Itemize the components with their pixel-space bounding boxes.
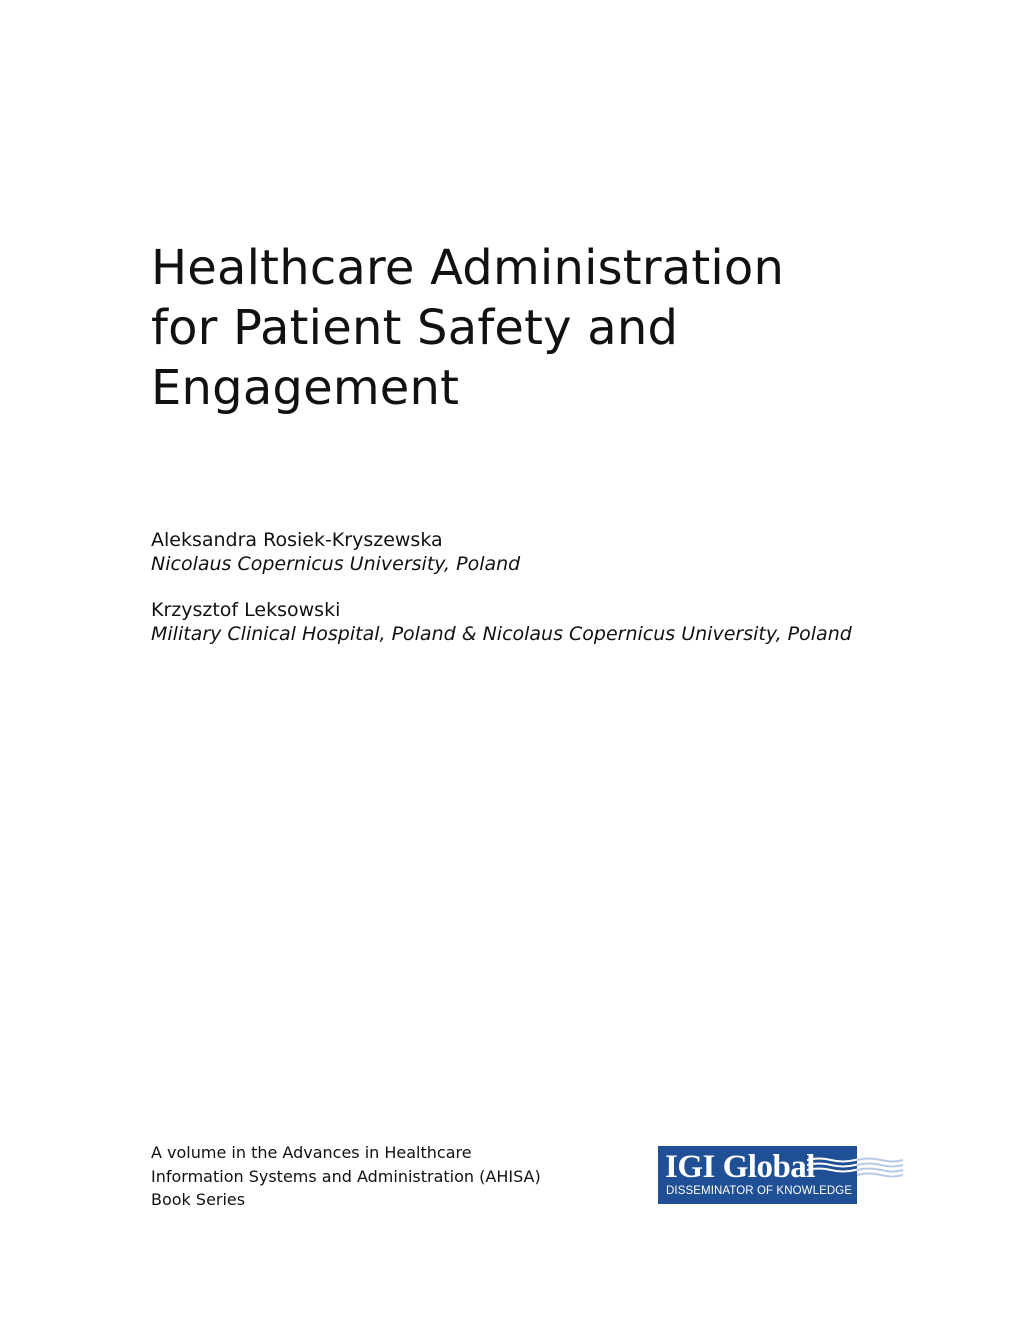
author-name: Aleksandra Rosiek-Kryszewska [151, 529, 443, 551]
book-title [151, 238, 951, 418]
logo-tagline: DISSEMINATOR OF KNOWLEDGE [666, 1185, 853, 1197]
author-affiliation: Military Clinical Hospital, Poland & Nicolaus Copernicus University, Poland [151, 623, 852, 645]
author-1 [151, 528, 971, 576]
title-line-1: Healthcare Administration [151, 240, 785, 296]
author-affiliation: Nicolaus Copernicus University, Poland [151, 553, 521, 575]
logo-wordmark: IGI Global [665, 1149, 815, 1185]
series-line-3: Book Series [151, 1190, 246, 1209]
igi-global-logo [658, 1146, 904, 1204]
book-series-note [151, 1141, 611, 1212]
wave-lines-icon [807, 1156, 904, 1180]
series-line-2: Information Systems and Administration (AHISA) [151, 1166, 541, 1186]
title-line-3: Engagement [151, 360, 460, 416]
author-list [151, 528, 971, 668]
author-name: Krzysztof Leksowski [151, 599, 341, 621]
author-2 [151, 598, 971, 646]
series-line-1: A volume in the Advances in Healthcare [151, 1143, 472, 1162]
title-line-2: for Patient Safety and [151, 300, 679, 356]
